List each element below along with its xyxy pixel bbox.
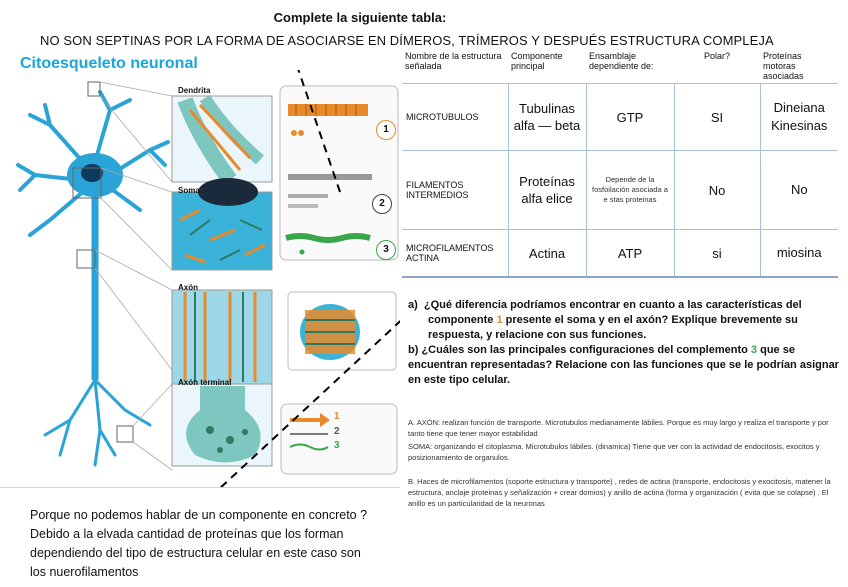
axon-terminals [45,380,150,465]
cytoskeleton-table [402,49,838,278]
header-assembly: Ensamblaje dependiente de: [589,51,654,71]
cell-motors: Dineiana Kinesinas [760,84,838,151]
table-row [402,230,838,278]
panel-number-1: 1 [376,120,396,140]
cell-name: MICROTUBULOS [402,84,508,151]
answer-a-soma: SOMA: organizando el citoplasma. Microtubulos lábiles. (dinamica) Tiene que ver con la actividad de endocitosis, exocitos y posizionamiento de organulos. [408,442,820,462]
panel-axon [172,290,272,384]
label-axon: Axón [178,283,198,292]
legend-number-2: 2 [334,426,340,437]
header-component: Componente principal [511,51,563,71]
header-motors: Proteínas motoras asociadas [763,51,804,81]
cell-component: Tubulinas alfa — beta [508,84,586,151]
cell-assembly: ATP [586,230,674,278]
table-row [402,84,838,151]
legend-number-3: 3 [334,440,340,451]
cell-name: FILAMENTOS INTERMEDIOS [402,151,508,230]
panel-number-3: 3 [376,240,396,260]
divider [0,487,400,488]
panel-number-2: 2 [372,194,392,214]
table-header-row [402,49,838,84]
figure-title: Citoesqueleto neuronal [20,55,198,72]
questions-block [408,298,843,388]
handwritten-note: NO SON SEPTINAS POR LA FORMA DE ASOCIARSE EN DÍMEROS, TRÍMEROS Y DESPUÉS ESTRUCTURA COMPLEJA [40,33,774,48]
label-axon-terminal: Axón terminal [178,378,232,387]
answer-a: A. AXÓN: realizan función de transporte. Microtubulos medianamente lábiles. Porque es muy largo y realiza el transporte y por tanto tiene que tener mayor estabilidad [408,418,829,438]
cell-assembly: GTP [586,84,674,151]
header-name: Nombre de la estructura señalada [405,51,502,71]
cell-polar: No [674,151,760,230]
neuron-figure [0,70,400,490]
header-polar: Polar? [703,51,730,61]
legend-number-1: 1 [334,411,340,422]
question-a: a) ¿Qué diferencia podríamos encontrar en cuanto a las características del componente 1 presente el soma y en el axón? Explique brevemente su respuesta, y relacione con sus funciones. [408,299,802,341]
neuron-nucleus [81,164,103,182]
cell-polar: si [674,230,760,278]
table-row [402,151,838,230]
label-soma: Soma [178,186,200,195]
question-b: b) ¿Cuáles son las principales configuraciones del complemento 3 que se encuentran representadas? Relacione con las funciones que se le podrían asignar en este tipo celular. [408,344,839,386]
zoom-lines [95,82,172,470]
answer-b: B. Haces de microfilamentos (soporte estructura y transporte) , redes de actina (transporte, endocitosis y exocitosis, matener la estructura, anclaje proteinas y señalización + crear domios) y anillo de actina (forma y organización ( evita que se colapse) . El anillo es un particularidad de la neuronas [408,477,831,508]
cell-name: MICROFILAMENTOS ACTINA [402,230,508,278]
label-dendrita: Dendrita [178,86,211,95]
page-title: Complete la siguiente tabla: [273,10,447,25]
bottom-note: Porque no podemos hablar de un componente en concreto ? Debido a la elvada cantidad de proteínas que los forman dependiendo del tipo de estructura celular en este caso son los nuerofilamentos [30,508,368,579]
cell-motors: miosina [760,230,838,278]
cell-component: Actina [508,230,586,278]
cell-component: Proteínas alfa elice [508,151,586,230]
cell-assembly: Depende de la fosfoilación asociada a e stas proteinas [586,151,674,230]
cell-polar: SI [674,84,760,151]
cell-motors: No [760,151,838,230]
